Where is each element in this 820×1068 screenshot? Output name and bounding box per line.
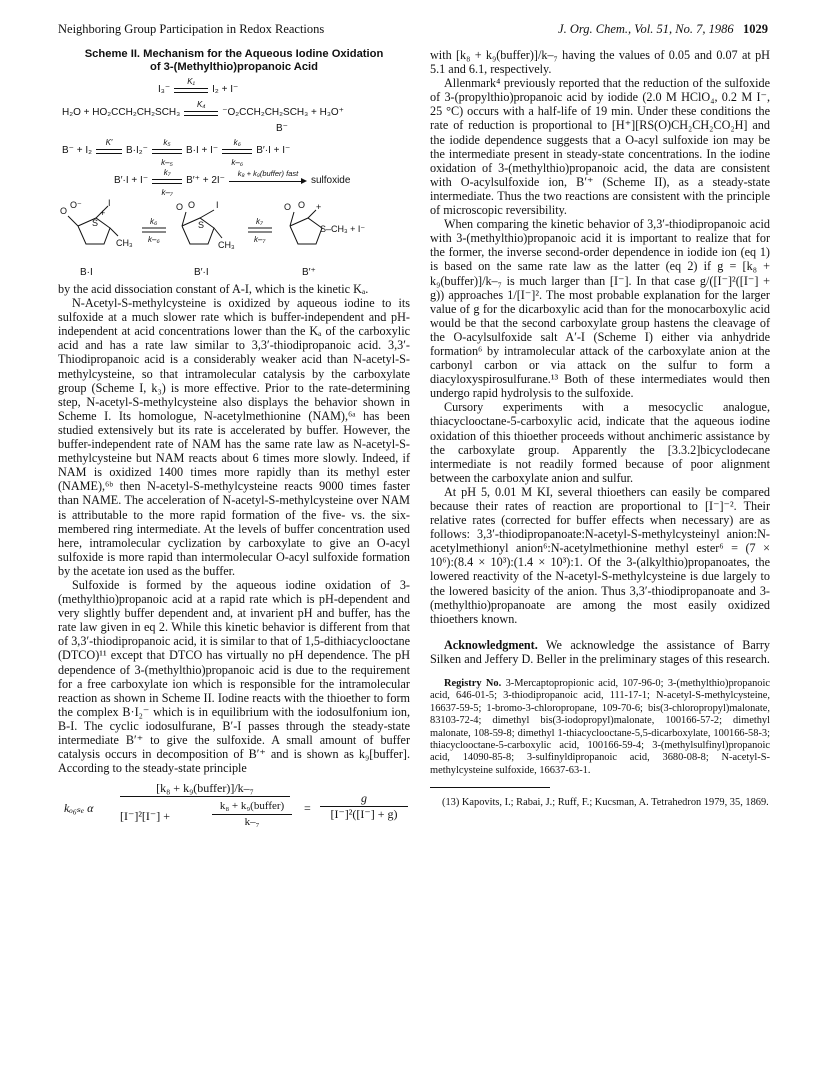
structure-b-prime-plus <box>290 210 322 244</box>
registry-heading: Registry No. <box>444 678 502 690</box>
reaction-3-d: B′·I + I⁻ <box>256 144 291 156</box>
acknowledgment-text: We acknowledge the assistance of Barry Silken and Jeffery D. Beller in the preliminary stages of this research. <box>430 637 770 666</box>
structure-row <box>58 196 410 266</box>
paragraph: by the acid dissociation constant of A-I, which is the kinetic Kₐ. <box>58 282 369 296</box>
rate-constant-reverse: k–₆ <box>231 158 244 167</box>
scheme-title-line1: Scheme II. Mechanism for the Aqueous Iodine Oxidation <box>84 48 384 60</box>
scheme-title <box>58 48 410 74</box>
left-column <box>58 48 410 843</box>
paragraph: Allenmark⁴ previously reported that the reduction of the sulfoxide of 3-(propylthio)propanoic acid by iodide (2.0 M HClO₄, 0.2 M I⁻, 25 °C) occurs with a half-life of 19 min. Under these conditions the rate of reduction is proportional to [H⁺][RS(O)CH₂CH₂CO₂H] and the iodide dependence suggests that a O-acyl sulfoxide ion may be the intermediate present in steady-state concentrations. In the iodine oxidation of 3-(methylthio)propanoic acid, the data are consistent with O-acylsulfoxide ion, B′⁺ (Scheme II), as a steady-state intermediate. Thus the two reactions are consistent with the principle of microscopic reversibility. <box>430 76 770 218</box>
equilibrium-arrow <box>152 138 182 167</box>
equation-rhs-fraction <box>320 791 408 821</box>
equation-main-fraction <box>120 781 290 837</box>
rate-constant-reverse: k–₇ <box>254 235 266 244</box>
structure-tail: S–CH₃ + I⁻ <box>320 224 366 234</box>
svg-text:+: + <box>100 208 106 218</box>
svg-text:S: S <box>92 218 99 228</box>
svg-text:S: S <box>198 220 205 230</box>
rate-constant: k₇ <box>256 217 263 226</box>
journal-citation <box>558 22 768 37</box>
structure-label: B′⁺ <box>302 267 316 278</box>
svg-text:O: O <box>298 200 306 210</box>
rate-constant: k₇ <box>163 168 171 177</box>
journal-name: J. Org. Chem., Vol. 51, No. 7, 1986 <box>558 22 734 36</box>
rate-constant-reverse: k–₅ <box>161 158 173 167</box>
equation-lhs: kₒ₆ₛₑ⁤ α <box>64 801 94 816</box>
cyclic-structures-svg <box>58 196 410 266</box>
paragraph: When comparing the kinetic behavior of 3,3′-thiodipropanoic acid with 3-(methylthio)propanoic acid it is important to realize that for the former, the inverse second-order dependence in iodide ion (eq 1) is based on the same rate law as the latter (eq 2) if g = [k₈ + k₉(buffer)]/k–₇ is much larger than [I⁻]. In that case g/([I⁻]²([I⁻] + g)) approaches 1/[I⁻]². The most probable explanation for the larger value of g for the dicarboxylic acid than for the monocarboxylic acid would be that the second carboxylate group hastens the cleavage of the O-acylsulfoxide salt A′-I (Scheme I) either via anhydride formation⁶ by intramolecular attack of the carboxylate anion at the carbonyl carbon or via attack on the sulfur to form a diacyloxyspirosulfurane.¹³ Both of these intermediates would then undergo rapid hydrolysis to the sulfoxide. <box>430 217 770 401</box>
registry-text: 3-Mercaptopropionic acid, 107-96-0; 3-(methylthio)propanoic acid, 646-01-5; 3-thiodipropanoic acid, 111-17-1; N-acetyl-S-methylcysteine, 16637-59-5; 1-bromo-3-chloropropane, 109-70-6; bis(3-chloropropyl)malonate, 83103-72-4; dimethyl bis(3-iodopropyl)malonate, 100166-57-2; dimethyl malonate, 108-59-8; dimethyl 1-thiacyclooctane-5,5-dicarboxylate, 100166-58-3; thiacyclooctane-5-carboxylic acid, 100166-59-4; 3-(methylsulfinyl)propanoic acid, 14090-85-8; 3-sulfinyldipropanoic acid, 3680-08-8; N-acetyl-S-methylcysteine sulfoxide, 16637-63-1. <box>430 678 770 776</box>
svg-text:I: I <box>216 200 219 210</box>
paragraph: Sulfoxide is formed by the aqueous iodine oxidation of 3-(methylthio)propanoic acid at a rapid rate which is pH-dependent and very slightly buffer dependent and, at invarient pH and buffer, has the rate law given in eq 2. While this kinetic behavior is different from that of 3,3′-thiodipropanoic acid, it is similar to that of 1,5-dithiacyclooctane (DTCO)¹¹ except that DTCO has virtually no pH dependence. The pH dependence of 3-(methylthio)propanoic acid is due to the requirement for a free carboxylate ion which is responsible for the intramolecular reaction as shown in Scheme II. Iodine reacts with the thioether to form the complex B·I₂⁻ which is in equilibrium with the iodosulfonium ion, B-I. The cyclic iodosulfurane, B′-I passes through the steady-state intermediate B′⁺ to give the sulfoxide. A small amount of buffer catalysis occurs in decomposition of B′⁺ and is shown as k₉[buffer]. According to the steady-state principle <box>58 577 410 776</box>
page-number: 1029 <box>743 22 768 36</box>
equation-numerator: [k₈ + k₉(buffer)]/k–₇ <box>120 781 290 797</box>
footnote: (13) Kapovits, I.; Rabai, J.; Ruff, F.; Kucsman, A. Tetrahedron 1979, 35, 1869. <box>442 797 769 809</box>
reaction-2-label: B⁻ <box>276 123 288 134</box>
paragraph: with [k₈ + k₉(buffer)]/k–₇ having the values of 0.05 and 0.07 at pH 5.1 and 6.1, respectively. <box>430 48 770 77</box>
rate-constant: k₅ <box>163 138 171 147</box>
scheme-diagram <box>58 78 410 282</box>
svg-text:O: O <box>284 202 292 212</box>
rate-constant: k₆ <box>150 217 158 226</box>
equilibrium-arrow <box>142 228 166 232</box>
reaction-2-right: ⁻O₂CCH₂CH₂SCH₃ + H₃O⁺ <box>222 106 344 118</box>
rate-constant-reverse: k–₆ <box>148 235 160 244</box>
paragraph: At pH 5, 0.01 M KI, several thioethers can easily be compared because their rates of reaction are proportional to [I⁻]⁻². Their relative rates (corrected for buffer effects when necessary) are as follows: 3,3′-thiodipropanoate:N-acetyl-S-methylcysteinyl anion:N-acetylmethionyl anion⁶:N-acetylmethionine methyl ester⁶ = (7 × 10⁶):(8.4 × 10³):(1.4 × 10³):1. Of the 3-(alkylthio)propanoates, the lowered reactivity of the N-acetyl-S-methylcysteine is due largely to the lowered basicity of the anion. Thus 3,3′-thiodipropanoate and 3-(methylthio)propanoate are among the most easily oxidized thioethers known. <box>430 484 770 626</box>
svg-text:CH₃: CH₃ <box>116 238 133 248</box>
svg-text:O⁻: O⁻ <box>70 200 82 210</box>
reaction-2 <box>58 102 410 124</box>
svg-text:O: O <box>176 202 184 212</box>
equilibrium-arrow <box>222 138 252 167</box>
equation-denominator-term: [I⁻]²[I⁻] + <box>120 809 171 824</box>
rate-constant: k₆ <box>233 138 241 147</box>
structure-label: B′·I <box>194 267 209 278</box>
paragraph: Cursory experiments with a mesocyclic analogue, thiacyclooctane-5-carboxylic acid, indicate that the aqueous iodine oxidation of this thioether proceeds without anchimeric assistance by the carboxylate group. Apparently the [3.3.2]bicyclodecane intermediate is not readily formed because of poor alignment between the carboxylate anion and sulfur. <box>430 400 770 485</box>
acknowledgment <box>430 638 770 666</box>
reaction-3-c: B·I + I⁻ <box>185 144 219 156</box>
reaction-4-product: sulfoxide <box>310 174 351 186</box>
paragraph: N-Acetyl-S-methylcysteine is oxidized by aqueous iodine to its sulfoxide at a much slower rate which is buffer-independent and pH-independent at acid concentrations lower than the Kₐ of the carboxylic acid and has a rate law similar to 3,3′-thiodipropanoic acid. 3,3′-Thiodipropanoic acid is a considerably weaker acid than N-acetyl-S-methylcysteine, so that intramolecular catalysis by the carboxylate group (Scheme I, k₃) is more effective. Prior to the rate-determining step, N-acetyl-S-methylcysteine also displays the behavior shown in Scheme I. Its homologue, N-acetylmethionine (NAM),⁶ᵃ has been studied extensively but its rate is accelerated by buffer. However, the buffer-independent rate of NAM has the same rate law as N-acetyl-S-methylcysteine but NAM reacts about 6 times more slowly. Indeed, if NAM is oxidized 1400 times more rapidly than its methyl ester (NAME),⁶ᵇ then N-acetyl-S-methylcysteine reacts 9000 times faster than NAME. The acceleration of N-acetyl-S-methylcysteine over NAM is attributable to the more rapid formation of the five- vs. the six-membered ring intermediate. At the levels of buffer concentration used here, intramolecular cyclization by carboxylate to give an O-acyl sulfoxide is more rapid than intermolecular O-acyl sulfoxide formation by the acetate ion used as the buffer. <box>58 296 410 578</box>
equilibrium-arrow <box>184 100 218 120</box>
svg-text:CH₃: CH₃ <box>218 240 235 250</box>
reaction-1 <box>58 78 410 102</box>
structure-labels <box>58 266 410 282</box>
acknowledgment-heading: Acknowledgment. <box>444 637 538 652</box>
scheme-title-line2: of 3-(Methylthio)propanoic Acid <box>149 61 318 73</box>
reaction-4-b: B′⁺ + 2I⁻ <box>186 174 225 186</box>
rate-constant: K′ <box>105 138 113 147</box>
rate-equation <box>58 781 410 843</box>
svg-text:O: O <box>60 206 68 216</box>
footnote-divider <box>430 787 550 788</box>
registry-numbers <box>430 678 770 777</box>
structure-label: B·I <box>80 267 93 278</box>
forward-arrow <box>229 169 307 188</box>
reaction-3-b: B·I₂⁻ <box>126 144 148 156</box>
running-header: Neighboring Group Participation in Redox Reactions <box>58 22 325 36</box>
equation-inner-fraction <box>212 799 292 829</box>
right-column <box>430 48 770 809</box>
svg-text:+: + <box>316 202 322 212</box>
reaction-4-a: B′·I + I⁻ <box>114 174 149 186</box>
equation-inner-denominator: k–₇ <box>244 816 260 829</box>
equation-rhs-numerator: g <box>320 791 408 807</box>
equilibrium-arrow <box>96 138 122 158</box>
equilibrium-arrow <box>248 228 272 232</box>
equilibrium-arrow <box>152 168 182 197</box>
rate-constant-reverse: k–₇ <box>161 188 173 197</box>
equation-rhs-denominator: [I⁻]²([I⁻] + g) <box>330 807 398 822</box>
rate-constant: K₁ <box>187 77 196 86</box>
equilibrium-arrow <box>174 77 208 97</box>
equation-inner-numerator: k₈ + k₉(buffer) <box>212 799 292 815</box>
reaction-3 <box>58 136 410 166</box>
rate-constant: K₄ <box>196 100 206 109</box>
reaction-1-right: I₂ + I⁻ <box>212 83 239 95</box>
equation-denominator <box>120 797 290 837</box>
svg-text:I: I <box>108 198 111 208</box>
reaction-1-left: I₃⁻ <box>158 83 171 95</box>
reaction-2-left: H₂O + HO₂CCH₂CH₂SCH₃ <box>62 106 181 118</box>
rate-constant: k₈ + k₉(buffer) fast <box>237 169 299 178</box>
svg-text:O: O <box>188 200 196 210</box>
equation-equals: = <box>304 801 311 816</box>
reaction-3-a: B⁻ + I₂ <box>62 144 93 156</box>
reaction-4 <box>58 166 410 196</box>
